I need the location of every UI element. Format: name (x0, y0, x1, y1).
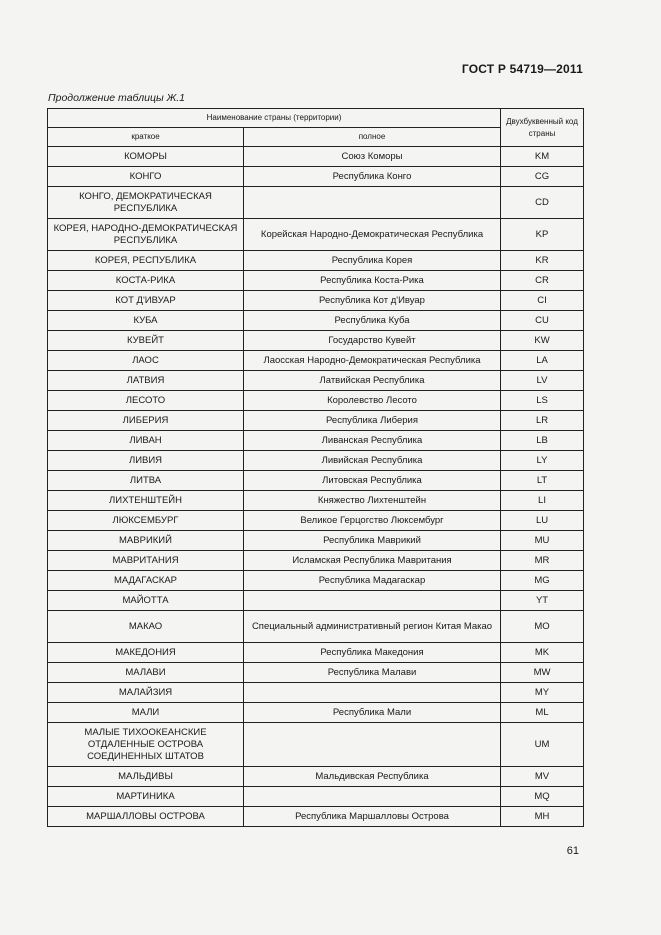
full-name-cell: Республика Кот д'Ивуар (244, 291, 501, 311)
code-cell: MO (501, 611, 584, 643)
short-name-cell: МАВРИКИЙ (48, 531, 244, 551)
code-cell: MW (501, 663, 584, 683)
full-name-cell: Специальный административный регион Китая Макао (244, 611, 501, 643)
short-name-cell: МАКЕДОНИЯ (48, 643, 244, 663)
short-name-cell: КОРЕЯ, НАРОДНО-ДЕМОКРАТИЧЕСКАЯ РЕСПУБЛИКА (48, 219, 244, 251)
code-cell: ML (501, 703, 584, 723)
table-row (48, 663, 584, 683)
full-name-cell: Ливанская Республика (244, 431, 501, 451)
code-cell: MG (501, 571, 584, 591)
short-name-cell: КОСТА-РИКА (48, 271, 244, 291)
code-cell: MR (501, 551, 584, 571)
full-name-cell: Государство Кувейт (244, 331, 501, 351)
table-row (48, 351, 584, 371)
full-name-column-header: полное (244, 128, 501, 147)
full-name-cell: Республика Коста-Рика (244, 271, 501, 291)
full-name-cell: Мальдивская Республика (244, 767, 501, 787)
page-number: 61 (566, 845, 579, 857)
full-name-cell (244, 683, 501, 703)
full-name-cell (244, 591, 501, 611)
full-name-cell: Корейская Народно-Демократическая Республика (244, 219, 501, 251)
table-row (48, 511, 584, 531)
code-cell: KM (501, 147, 584, 167)
full-name-cell (244, 723, 501, 767)
code-cell: LY (501, 451, 584, 471)
full-name-cell: Республика Корея (244, 251, 501, 271)
table-row (48, 531, 584, 551)
short-name-column-header: краткое (48, 128, 244, 147)
full-name-cell: Союз Коморы (244, 147, 501, 167)
short-name-cell: ЛИХТЕНШТЕЙН (48, 491, 244, 511)
code-cell: MH (501, 807, 584, 827)
full-name-cell: Республика Куба (244, 311, 501, 331)
full-name-cell: Королевство Лесото (244, 391, 501, 411)
short-name-cell: МАРШАЛЛОВЫ ОСТРОВА (48, 807, 244, 827)
short-name-cell: МАРТИНИКА (48, 787, 244, 807)
full-name-cell: Республика Маврикий (244, 531, 501, 551)
full-name-cell: Республика Конго (244, 167, 501, 187)
table-row (48, 471, 584, 491)
full-name-cell: Лаосская Народно-Демократическая Республика (244, 351, 501, 371)
short-name-cell: ЛИВИЯ (48, 451, 244, 471)
table-row (48, 643, 584, 663)
code-cell: LR (501, 411, 584, 431)
full-name-cell: Княжество Лихтенштейн (244, 491, 501, 511)
code-cell: MV (501, 767, 584, 787)
code-cell: MK (501, 643, 584, 663)
table-row (48, 251, 584, 271)
short-name-cell: МАЛЫЕ ТИХООКЕАНСКИЕ ОТДАЛЕННЫЕ ОСТРОВА СОЕДИНЕННЫХ ШТАТОВ (48, 723, 244, 767)
short-name-cell: ЛИВАН (48, 431, 244, 451)
code-cell: CU (501, 311, 584, 331)
table-caption: Продолжение таблицы Ж.1 (48, 92, 185, 104)
table-row (48, 491, 584, 511)
short-name-cell: МАЛИ (48, 703, 244, 723)
short-name-cell: МАЛАВИ (48, 663, 244, 683)
table-row (48, 683, 584, 703)
code-cell: CG (501, 167, 584, 187)
code-cell: LT (501, 471, 584, 491)
full-name-cell: Республика Македония (244, 643, 501, 663)
code-cell: CD (501, 187, 584, 219)
code-cell: MU (501, 531, 584, 551)
short-name-cell: КУБА (48, 311, 244, 331)
short-name-cell: КУВЕЙТ (48, 331, 244, 351)
short-name-cell: МАЛЬДИВЫ (48, 767, 244, 787)
code-cell: KR (501, 251, 584, 271)
table-row (48, 331, 584, 351)
table-row (48, 787, 584, 807)
code-cell: CR (501, 271, 584, 291)
short-name-cell: ЛЮКСЕМБУРГ (48, 511, 244, 531)
table-row (48, 767, 584, 787)
short-name-cell: МАДАГАСКАР (48, 571, 244, 591)
short-name-cell: ЛИБЕРИЯ (48, 411, 244, 431)
full-name-cell: Республика Мадагаскар (244, 571, 501, 591)
code-cell: LI (501, 491, 584, 511)
table-row (48, 591, 584, 611)
country-name-group-header: Наименование страны (территории) (48, 109, 501, 128)
full-name-cell: Великое Герцогство Люксембург (244, 511, 501, 531)
code-cell: LU (501, 511, 584, 531)
code-cell: UM (501, 723, 584, 767)
full-name-cell (244, 187, 501, 219)
full-name-cell (244, 787, 501, 807)
code-cell: CI (501, 291, 584, 311)
table-row (48, 291, 584, 311)
country-codes-table (47, 108, 584, 827)
code-cell: LB (501, 431, 584, 451)
short-name-cell: КОРЕЯ, РЕСПУБЛИКА (48, 251, 244, 271)
table-row (48, 391, 584, 411)
table-row (48, 219, 584, 251)
code-cell: YT (501, 591, 584, 611)
code-cell: KP (501, 219, 584, 251)
table-row (48, 271, 584, 291)
short-name-cell: МАКАО (48, 611, 244, 643)
table-row (48, 551, 584, 571)
table-row (48, 611, 584, 643)
code-cell: LV (501, 371, 584, 391)
short-name-cell: МАЙОТТА (48, 591, 244, 611)
short-name-cell: ЛЕСОТО (48, 391, 244, 411)
table-row (48, 571, 584, 591)
short-name-cell: КОНГО, ДЕМОКРАТИЧЕСКАЯ РЕСПУБЛИКА (48, 187, 244, 219)
full-name-cell: Латвийская Республика (244, 371, 501, 391)
code-column-header: Двухбуквенный код страны (501, 109, 584, 147)
table-row (48, 371, 584, 391)
short-name-cell: МАЛАЙЗИЯ (48, 683, 244, 703)
table-row (48, 807, 584, 827)
table-row (48, 431, 584, 451)
short-name-cell: КОТ Д'ИВУАР (48, 291, 244, 311)
short-name-cell: КОМОРЫ (48, 147, 244, 167)
short-name-cell: ЛИТВА (48, 471, 244, 491)
short-name-cell: ЛАТВИЯ (48, 371, 244, 391)
full-name-cell: Ливийская Республика (244, 451, 501, 471)
code-cell: LA (501, 351, 584, 371)
code-cell: MQ (501, 787, 584, 807)
full-name-cell: Исламская Республика Мавритания (244, 551, 501, 571)
full-name-cell: Республика Мали (244, 703, 501, 723)
table-row (48, 703, 584, 723)
table-row (48, 723, 584, 767)
short-name-cell: МАВРИТАНИЯ (48, 551, 244, 571)
table-row (48, 167, 584, 187)
table-row (48, 411, 584, 431)
full-name-cell: Республика Либерия (244, 411, 501, 431)
short-name-cell: КОНГО (48, 167, 244, 187)
code-cell: KW (501, 331, 584, 351)
table-row (48, 187, 584, 219)
code-cell: MY (501, 683, 584, 703)
code-cell: LS (501, 391, 584, 411)
short-name-cell: ЛАОС (48, 351, 244, 371)
table-row (48, 147, 584, 167)
full-name-cell: Республика Малави (244, 663, 501, 683)
standard-number: ГОСТ Р 54719—2011 (461, 62, 583, 76)
table-row (48, 311, 584, 331)
full-name-cell: Республика Маршалловы Острова (244, 807, 501, 827)
full-name-cell: Литовская Республика (244, 471, 501, 491)
table-row (48, 451, 584, 471)
